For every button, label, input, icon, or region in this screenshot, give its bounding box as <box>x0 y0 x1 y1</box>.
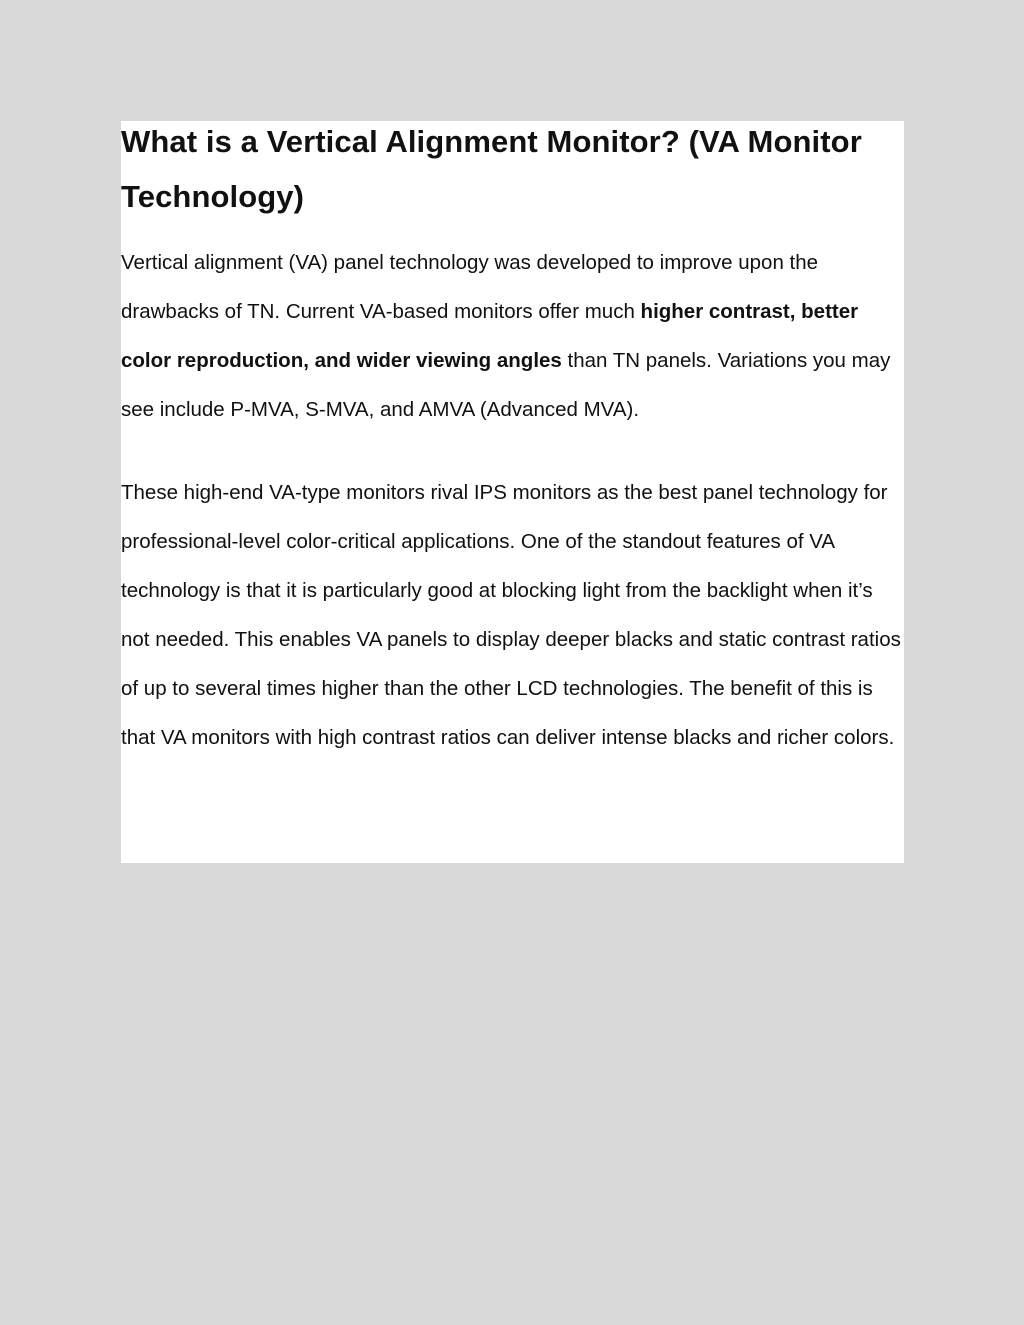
document-page <box>121 121 904 863</box>
paragraph-1-text-start: Vertical alignment (VA) panel technology was developed to improve upon the drawbacks of TN. Current VA-based monitors offer much <box>121 251 819 323</box>
article-title: What is a Vertical Alignment Monitor? (VA Monitor Technology) <box>121 124 862 214</box>
article-paragraph-2: These high-end VA-type monitors rival IPS monitors as the best panel technology for professional-level color-critical applications. One of the standout features of VA technology is that it is particularly good at blocking light from the backlight when it’s not needed. This enables VA panels to display deeper blacks and static contrast ratios of up to several times higher than the other LCD technologies. The benefit of this is that VA monitors with high contrast ratios can deliver intense blacks and richer colors. <box>121 481 901 749</box>
paragraph-1-text-end: than TN panels. Variations you may see include P-MVA, S-MVA, and AMVA (Advanced MVA). <box>121 349 891 421</box>
article-paragraph-1 <box>121 238 904 434</box>
paragraph-1-bold-highlight: higher contrast, better color reproduction, and wider viewing angles <box>121 300 859 372</box>
